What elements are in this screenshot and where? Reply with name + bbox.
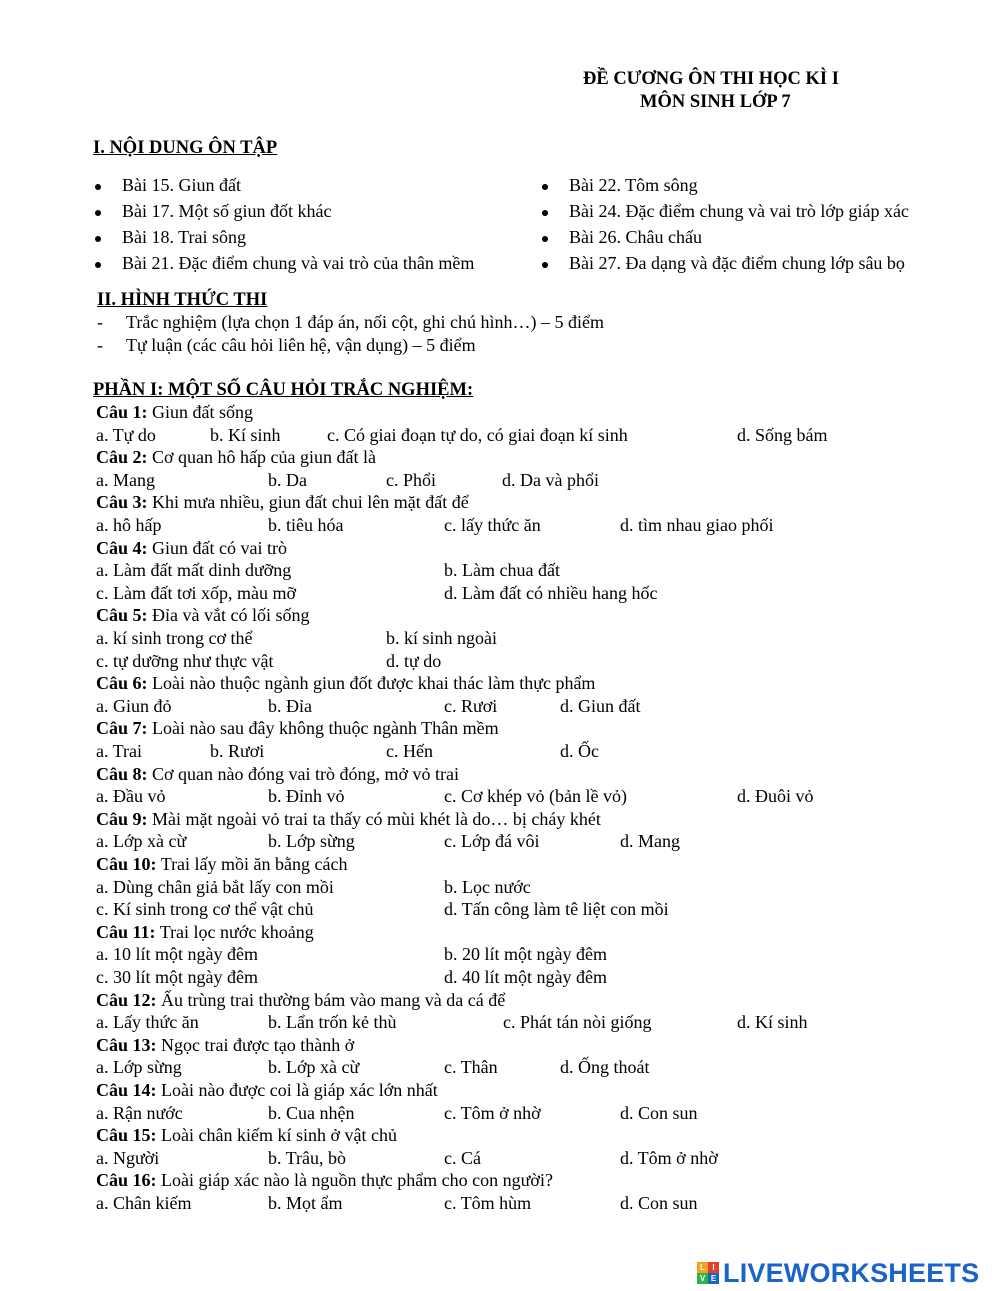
question-text: Giun đất có vai trò bbox=[152, 537, 287, 558]
answer-option: d. Con sun bbox=[620, 1102, 698, 1123]
bullet-icon bbox=[95, 262, 101, 268]
question-text: Loài chân kiếm kí sinh ở vật chủ bbox=[161, 1125, 397, 1146]
answer-option: d. Tôm ở nhờ bbox=[620, 1147, 718, 1168]
answer-option: c. Cá bbox=[444, 1147, 481, 1168]
answer-option: b. Kí sinh bbox=[210, 424, 281, 445]
question-stem bbox=[96, 809, 601, 830]
list-item: Bài 26. Châu chấu bbox=[569, 227, 702, 247]
question-label: Câu 9: bbox=[96, 808, 148, 829]
answer-option: d. Mang bbox=[620, 831, 680, 852]
document-title-line1: ĐỀ CƯƠNG ÔN THI HỌC KÌ I bbox=[583, 69, 839, 89]
question-text: Loài nào thuộc ngành giun đốt được khai thác làm thực phẩm bbox=[152, 673, 596, 694]
question-text: Loài giáp xác nào là nguồn thực phẩm cho con người? bbox=[161, 1170, 553, 1191]
bullet-icon bbox=[95, 184, 101, 190]
answer-option: b. Mọt ẩm bbox=[268, 1193, 343, 1213]
question-stem bbox=[96, 1035, 354, 1056]
answer-option: b. Da bbox=[268, 469, 307, 490]
answer-option: c. Hến bbox=[386, 741, 433, 761]
answer-option: c. tự dưỡng như thực vật bbox=[96, 650, 274, 671]
answer-option: b. Lớp xà cừ bbox=[268, 1057, 360, 1078]
question-stem bbox=[96, 402, 253, 423]
question-stem bbox=[96, 605, 309, 626]
answer-option: c. Tôm ở nhờ bbox=[444, 1102, 541, 1123]
answer-option: a. hô hấp bbox=[96, 515, 162, 535]
list-item: Bài 15. Giun đất bbox=[122, 175, 241, 195]
question-label: Câu 16: bbox=[96, 1170, 157, 1191]
list-item: Bài 27. Đa dạng và đặc điểm chung lớp sâu bọ bbox=[569, 253, 905, 273]
question-label: Câu 13: bbox=[96, 1034, 157, 1055]
answer-option: c. Phổi bbox=[386, 469, 437, 490]
question-stem bbox=[96, 718, 499, 739]
section-heading-content: I. NỘI DUNG ÔN TẬP bbox=[93, 138, 278, 158]
question-label: Câu 12: bbox=[96, 989, 157, 1010]
answer-option: c. Kí sinh trong cơ thể vật chủ bbox=[96, 899, 314, 920]
answer-option: c. Làm đất tơi xốp, màu mỡ bbox=[96, 582, 296, 603]
answer-option: c. lấy thức ăn bbox=[444, 515, 541, 535]
question-label: Câu 1: bbox=[96, 402, 148, 422]
bullet-icon bbox=[542, 236, 548, 242]
question-text: Khi mưa nhiều, giun đất chui lên mặt đất để bbox=[152, 492, 469, 513]
answer-option: a. Lấy thức ăn bbox=[96, 1012, 199, 1033]
question-stem bbox=[96, 990, 505, 1011]
question-stem bbox=[96, 673, 595, 694]
answer-option: b. tiêu hóa bbox=[268, 515, 344, 535]
liveworksheets-logo: L I V E LIVEWORKSHEETS bbox=[697, 1258, 979, 1288]
answer-option: a. kí sinh trong cơ thể bbox=[96, 628, 253, 648]
answer-option: a. Dùng chân giả bắt lấy con mồi bbox=[96, 876, 334, 897]
answer-option: d. Con sun bbox=[620, 1193, 698, 1213]
answer-option: d. Ống thoát bbox=[560, 1057, 650, 1078]
answer-option: b. Rươi bbox=[210, 741, 265, 761]
list-item: Bài 22. Tôm sông bbox=[569, 175, 698, 195]
liveworksheets-mark-icon: L I V E bbox=[697, 1262, 719, 1284]
answer-option: b. kí sinh ngoài bbox=[386, 628, 497, 648]
bullet-icon bbox=[542, 210, 548, 216]
answer-option: b. 20 lít một ngày đêm bbox=[444, 944, 607, 965]
answer-option: b. Trâu, bò bbox=[268, 1147, 347, 1168]
answer-option: a. Người bbox=[96, 1147, 160, 1168]
bullet-icon bbox=[95, 210, 101, 216]
question-label: Câu 4: bbox=[96, 537, 148, 558]
question-stem bbox=[96, 538, 287, 559]
question-text: Cơ quan hô hấp của giun đất là bbox=[152, 447, 376, 468]
question-text: Giun đất sống bbox=[152, 402, 254, 422]
answer-option: c. Thân bbox=[444, 1057, 498, 1078]
answer-option: a. Rận nước bbox=[96, 1102, 183, 1123]
question-stem bbox=[96, 1125, 397, 1146]
list-item: Bài 18. Trai sông bbox=[122, 227, 247, 247]
question-label: Câu 10: bbox=[96, 854, 157, 874]
question-stem bbox=[96, 854, 348, 875]
part-heading-multiple-choice: PHẦN I: MỘT SỐ CÂU HỎI TRẮC NGHIỆM: bbox=[93, 380, 474, 400]
answer-option: d. Kí sinh bbox=[737, 1012, 808, 1033]
answer-option: c. Có giai đoạn tự do, có giai đoạn kí sinh bbox=[327, 424, 628, 445]
question-stem bbox=[96, 492, 469, 513]
answer-option: c. Rươi bbox=[444, 695, 498, 716]
question-stem bbox=[96, 1080, 438, 1101]
answer-option: b. Cua nhện bbox=[268, 1102, 355, 1123]
answer-option: d. tự do bbox=[386, 650, 442, 671]
answer-option: a. Lớp xà cừ bbox=[96, 831, 187, 852]
answer-option: c. Cơ khép vỏ (bản lề vỏ) bbox=[444, 786, 627, 807]
exam-format-item: Trắc nghiệm (lựa chọn 1 đáp án, nối cột, ghi chú hình…) – 5 điểm bbox=[126, 312, 605, 332]
answer-option: a. Đầu vỏ bbox=[96, 786, 166, 807]
answer-option: b. Lớp sừng bbox=[268, 831, 355, 852]
question-stem bbox=[96, 1170, 553, 1191]
question-text: Trai lấy mồi ăn bằng cách bbox=[160, 854, 348, 874]
answer-option: d. tìm nhau giao phối bbox=[620, 515, 774, 535]
question-text: Đỉa và vắt có lối sống bbox=[152, 605, 310, 626]
answer-option: d. 40 lít một ngày đêm bbox=[444, 967, 607, 987]
answer-option: a. Trai bbox=[96, 741, 143, 761]
bullet-icon bbox=[542, 262, 548, 268]
question-stem bbox=[96, 922, 314, 943]
answer-option: b. Đỉa bbox=[268, 695, 312, 716]
question-label: Câu 8: bbox=[96, 763, 148, 784]
question-label: Câu 5: bbox=[96, 605, 148, 626]
question-label: Câu 6: bbox=[96, 673, 148, 694]
dash-icon: - bbox=[97, 312, 103, 332]
answer-option: d. Ốc bbox=[560, 741, 599, 761]
answer-option: d. Tấn công làm tê liệt con mồi bbox=[444, 899, 669, 920]
question-label: Câu 11: bbox=[96, 921, 156, 942]
answer-option: d. Sống bám bbox=[737, 424, 828, 445]
answer-option: b. Lọc nước bbox=[444, 876, 531, 897]
question-text: Loài nào được coi là giáp xác lớn nhất bbox=[161, 1080, 438, 1100]
question-text: Cơ quan nào đóng vai trò đóng, mở vỏ trai bbox=[152, 763, 460, 784]
list-item: Bài 21. Đặc điểm chung và vai trò của thân mềm bbox=[122, 253, 475, 273]
bullet-icon bbox=[542, 184, 548, 190]
question-text: Ngọc trai được tạo thành ở bbox=[161, 1034, 355, 1055]
question-stem bbox=[96, 447, 376, 468]
dash-icon: - bbox=[97, 335, 103, 355]
answer-option: d. Giun đất bbox=[560, 695, 641, 716]
question-text: Loài nào sau đây không thuộc ngành Thân mềm bbox=[152, 718, 499, 739]
bullet-icon bbox=[95, 236, 101, 242]
question-label: Câu 14: bbox=[96, 1080, 157, 1100]
answer-option: a. Giun đỏ bbox=[96, 695, 172, 716]
question-stem bbox=[96, 764, 459, 785]
answer-option: a. Lớp sừng bbox=[96, 1057, 182, 1078]
answer-option: c. 30 lít một ngày đêm bbox=[96, 967, 258, 987]
answer-option: a. Mang bbox=[96, 469, 155, 490]
document-title-line2: MÔN SINH LỚP 7 bbox=[640, 92, 791, 112]
exam-format-item: Tự luận (các câu hỏi liên hệ, vận dụng) – 5 điểm bbox=[126, 335, 476, 355]
question-text: Mài mặt ngoài vỏ trai ta thấy có mùi khét là do… bị cháy khét bbox=[152, 808, 601, 829]
list-item: Bài 24. Đặc điểm chung và vai trò lớp giáp xác bbox=[569, 201, 909, 221]
answer-option: d. Làm đất có nhiều hang hốc bbox=[444, 582, 658, 603]
answer-option: d. Da và phổi bbox=[502, 469, 599, 490]
answer-option: c. Tôm hùm bbox=[444, 1193, 532, 1213]
question-label: Câu 15: bbox=[96, 1125, 157, 1146]
answer-option: a. Tự do bbox=[96, 424, 156, 445]
answer-option: a. 10 lít một ngày đêm bbox=[96, 944, 258, 965]
question-label: Câu 7: bbox=[96, 718, 148, 739]
answer-option: c. Lớp đá vôi bbox=[444, 831, 540, 852]
answer-option: d. Đuôi vỏ bbox=[737, 786, 814, 807]
answer-option: b. Lẩn trốn kẻ thù bbox=[268, 1012, 397, 1033]
question-label: Câu 2: bbox=[96, 447, 148, 468]
question-text: Trai lọc nước khoảng bbox=[159, 921, 314, 942]
list-item: Bài 17. Một số giun đốt khác bbox=[122, 201, 332, 221]
question-text: Ấu trùng trai thường bám vào mang và da cá để bbox=[161, 989, 506, 1010]
question-label: Câu 3: bbox=[96, 492, 148, 513]
answer-option: a. Làm đất mất dinh dưỡng bbox=[96, 560, 292, 581]
section-heading-exam-format: II. HÌNH THỨC THI bbox=[97, 290, 268, 310]
answer-option: c. Phát tán nòi giống bbox=[503, 1012, 652, 1033]
answer-option: b. Làm chua đất bbox=[444, 560, 560, 581]
answer-option: b. Đỉnh vỏ bbox=[268, 786, 345, 807]
answer-option: a. Chân kiếm bbox=[96, 1193, 192, 1213]
